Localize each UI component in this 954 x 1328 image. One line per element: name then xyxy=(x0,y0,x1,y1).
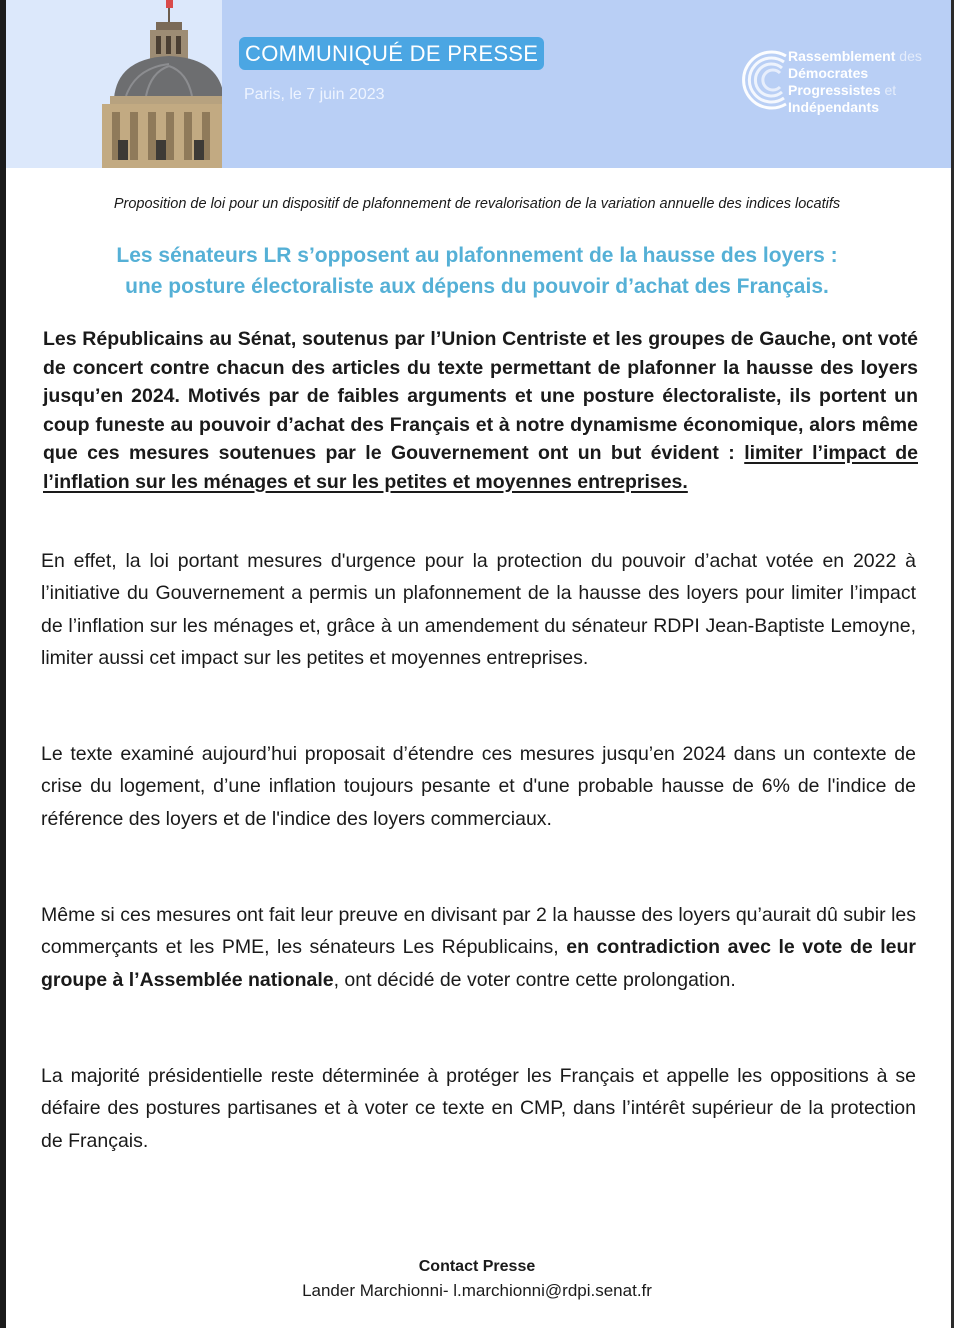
paragraph-3 xyxy=(41,899,916,996)
paragraph-3-start: Même si ces mesures ont fait leur preuve en divisant par 2 la hausse des loyers qu’aurait dû subir les commerçants et les PME, les sénateurs Les Républicains, xyxy=(41,904,916,959)
paragraph-1: En effet, la loi portant mesures d'urgence pour la protection du pouvoir d’achat votée en 2022 à l’initiative du Gouvernement a permis un plafonnement de la hausse des loyers pour limiter l’impact de l’inflation sur les ménages et, grâce à un amendement du sénateur RDPI Jean-Baptiste Lemoyne, limiter aussi cet impact sur les petites et moyennes entreprises. xyxy=(41,550,916,669)
lead-paragraph xyxy=(43,325,918,496)
senate-dome-photo xyxy=(6,0,222,168)
paragraph-2: Le texte examiné aujourd’hui proposait d’étendre ces mesures jusqu’en 2024 dans un contexte de crise du logement, d’une inflation toujours pesante et d'une probable hausse de 6% de l'indice de référence des loyers et de l'indice des loyers commerciaux. xyxy=(41,743,916,830)
logo-line-4: Indépendants xyxy=(788,99,880,115)
header-banner xyxy=(6,0,951,168)
bill-subject: Proposition de loi pour un dispositif de plafonnement de revalorisation de la variation annuelle des indices locatifs xyxy=(113,196,841,212)
headline-line-2: une posture électoraliste aux dépens du pouvoir d’achat des Français. xyxy=(125,275,829,298)
lead-text: Les Républicains au Sénat, soutenus par l’Union Centriste et les groupes de Gauche, ont voté de concert contre chacun des articles du texte permettant de plafonner la hausse des loyers jusqu’en 2024. Motivés par de faibles arguments et une posture électoraliste, ils portent un coup funeste au pouvoir d’achat des Français et à notre dynamisme économique, alors même que ces mesures soutenues par le Gouvernement ont un but évident : xyxy=(43,328,918,464)
paragraph-4: La majorité présidentielle reste déterminée à protéger les Français et appelle les oppositions à se défaire des postures partisanes et à voter ce texte en CMP, dans l’intérêt supérieur de la protection de Français. xyxy=(41,1065,916,1152)
logo-line-3: Progressistes et xyxy=(788,82,897,98)
lead-underlined-text: limiter l’impact de l’inflation sur les ménages et sur les petites et moyennes entreprises. xyxy=(43,442,918,493)
paragraph-3-bold: en contradiction avec le vote de leur groupe à l’Assemblée nationale xyxy=(41,936,916,991)
rdpi-logo-text xyxy=(788,48,922,116)
press-release-badge: COMMUNIQUÉ DE PRESSE xyxy=(239,37,544,70)
contact-title: Contact Presse xyxy=(418,1258,536,1275)
headline-line-1: Les sénateurs LR s’opposent au plafonnement de la hausse des loyers : xyxy=(116,244,838,267)
logo-line-2: Démocrates xyxy=(788,65,869,81)
paragraph-3-end: , ont décidé de voter contre cette prolongation. xyxy=(333,968,736,991)
contact-line: Lander Marchionni- l.marchionni@rdpi.senat.fr xyxy=(302,1281,652,1300)
release-date: Paris, le 7 juin 2023 xyxy=(244,86,385,103)
headline xyxy=(30,240,924,302)
senate-building-image xyxy=(6,0,222,168)
logo-line-1: Rassemblement des xyxy=(788,48,922,64)
